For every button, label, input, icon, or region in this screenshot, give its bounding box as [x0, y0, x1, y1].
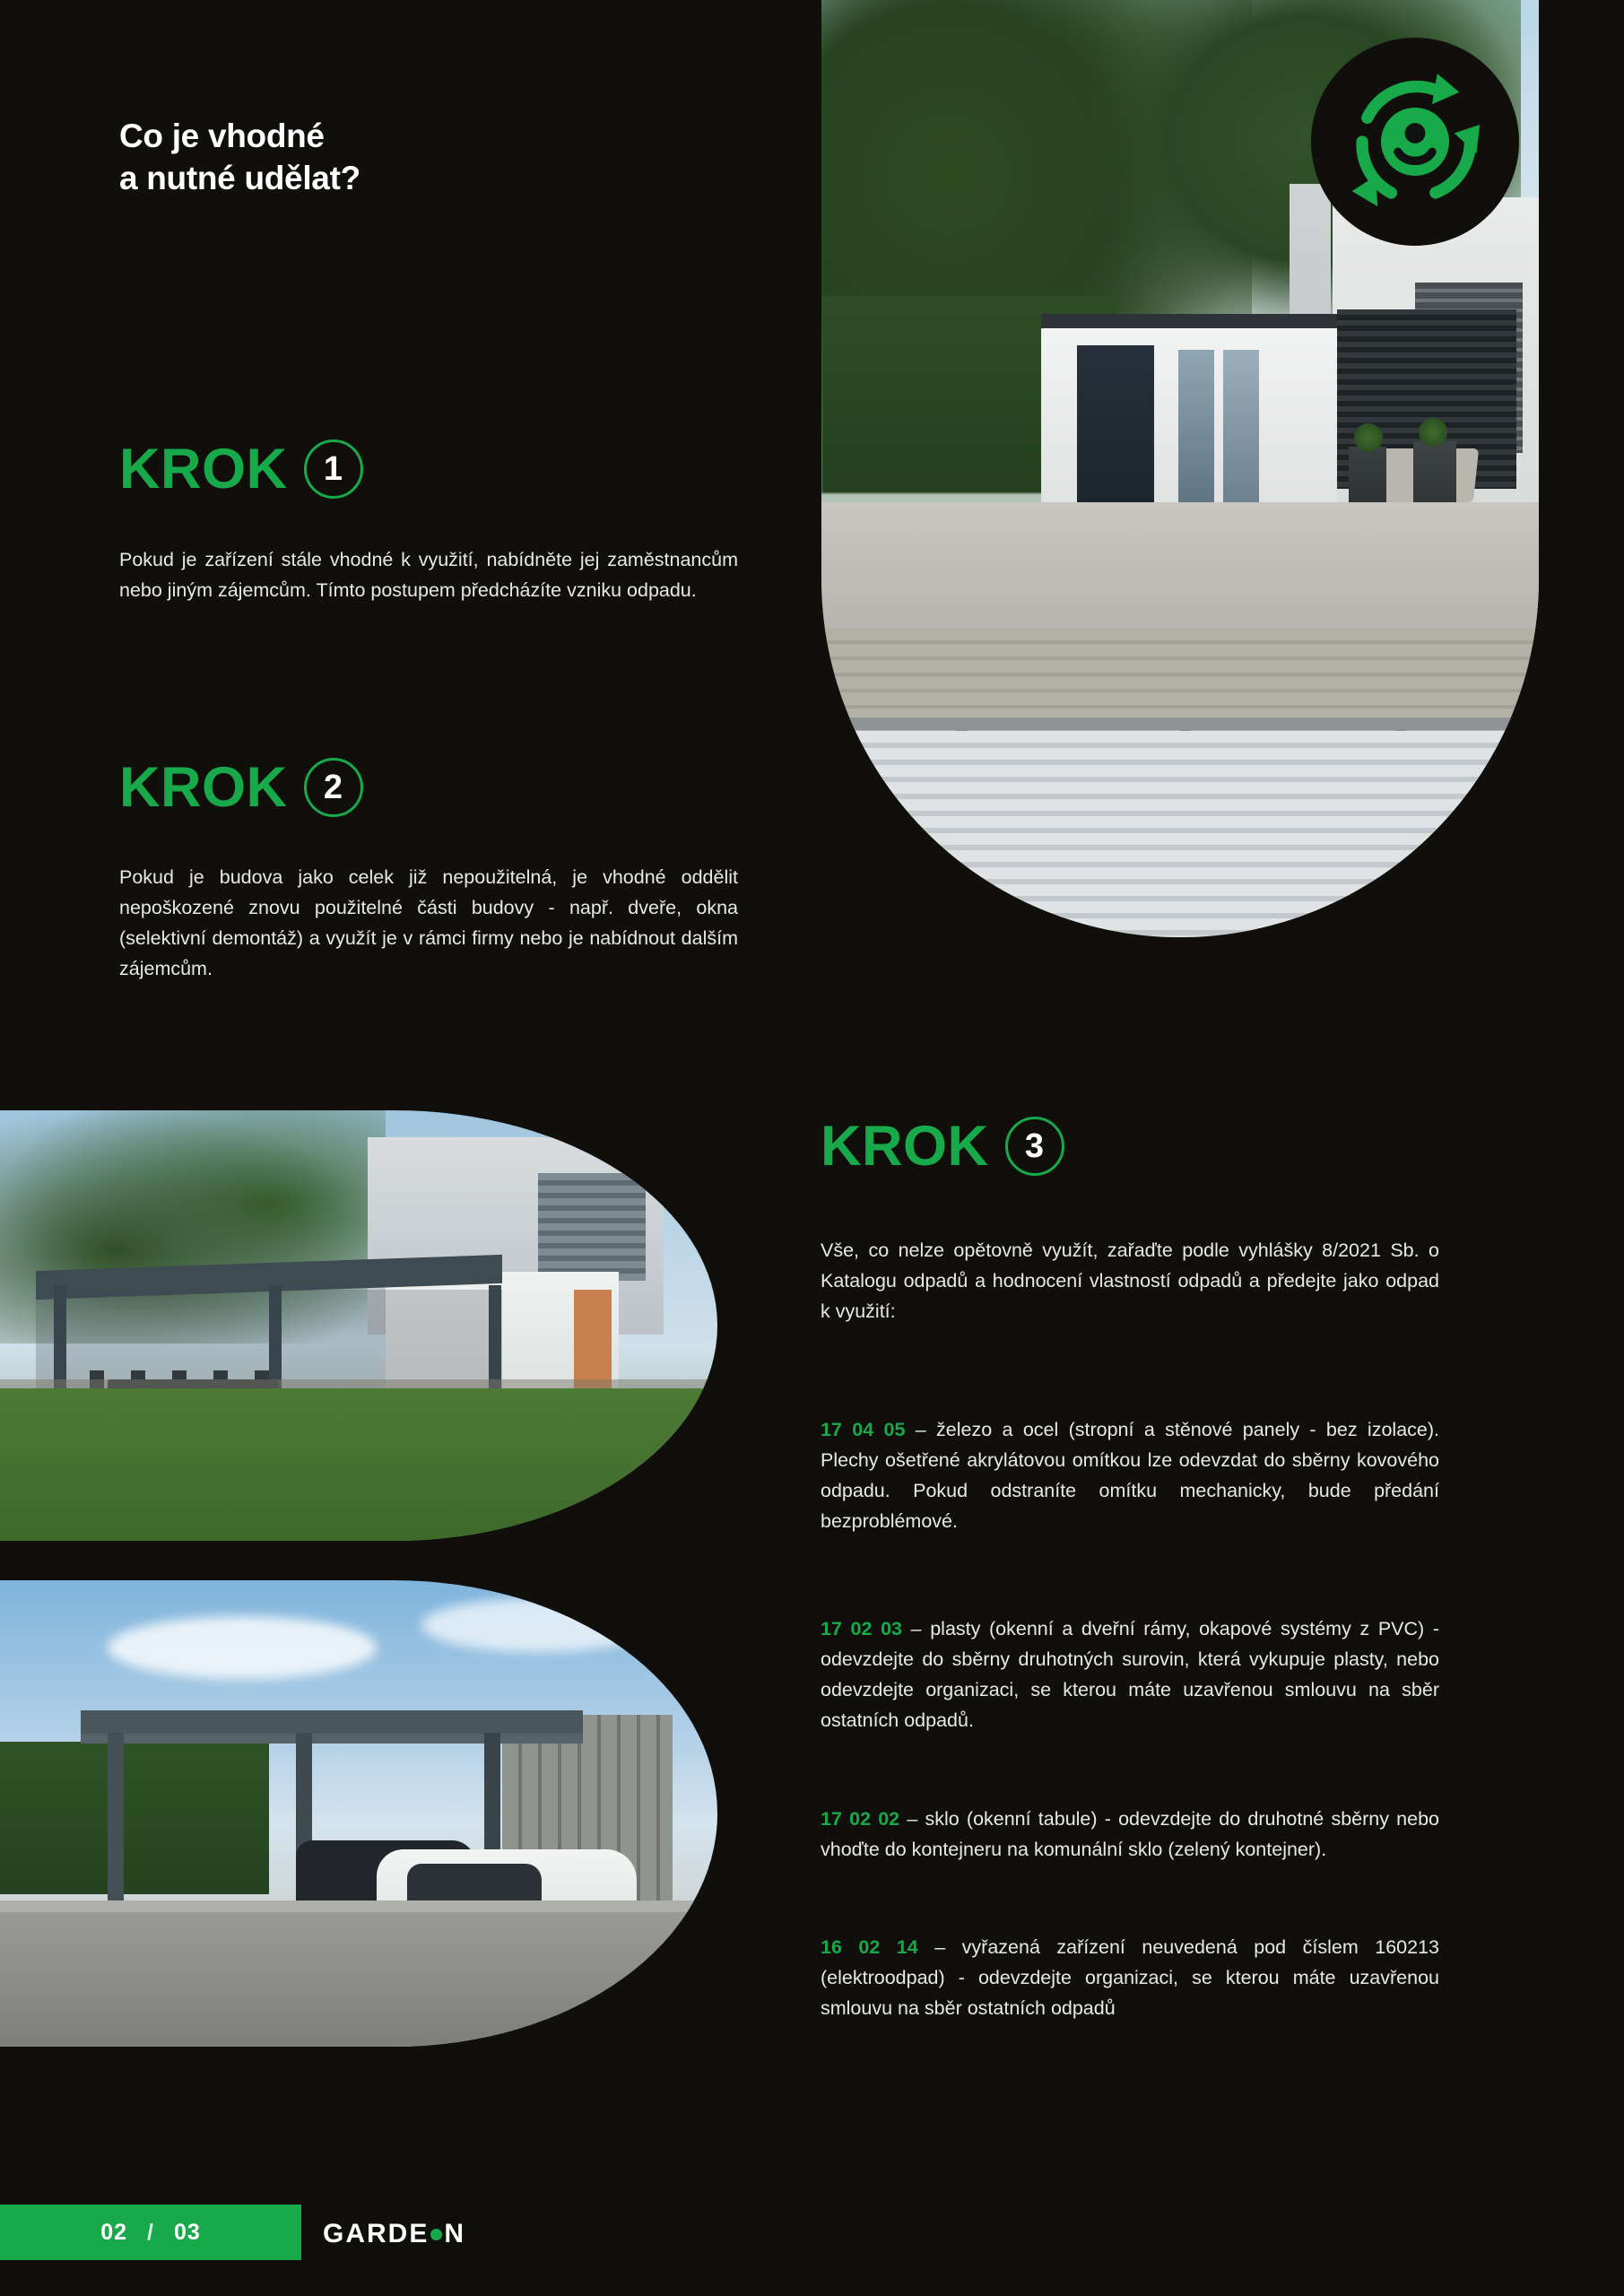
waste-description: – železo a ocel (stropní a stěnové panely - bez izolace). Plechy ošetřené akrylátovou omítkou lze odevzdat do sběrny kovového odpadu. Pokud odstraníte omítku mechanicky, bude předání bezproblémové. — [821, 1419, 1439, 1532]
step-2-text: Pokud je budova jako celek již nepoužitelná, je vhodné oddělit nepoškozené znovu použitelné části budovy - např. dveře, okna (selektivní demontáž) a využít je v rámci firmy nebo je nabídnout dalším zájemcům. — [119, 866, 738, 979]
page-title-line1: Co je vhodné — [119, 117, 325, 154]
page-number-bar — [0, 2205, 301, 2260]
page-title-line2: a nutné udělat? — [119, 160, 360, 197]
step-2-number: 2 — [304, 758, 363, 817]
photo-carport-with-cars — [0, 1580, 717, 2047]
step-1-word: KROK — [119, 437, 288, 500]
logo-text-part1: GARDE — [323, 2219, 430, 2248]
waste-code: 16 02 14 — [821, 1936, 918, 1958]
page-number-current: 02 — [100, 2219, 128, 2245]
step-2-heading — [119, 755, 363, 819]
waste-code: 17 02 02 — [821, 1808, 900, 1830]
page-number-separator: / — [147, 2219, 154, 2245]
waste-item — [821, 1933, 1439, 2024]
page-number-total: 03 — [173, 2219, 201, 2245]
photo-pergola-garden-house — [0, 1110, 717, 1541]
step-1-number: 1 — [304, 439, 363, 499]
waste-item — [821, 1805, 1439, 1866]
waste-description: – sklo (okenní tabule) - odevzdejte do druhotné sběrny nebo vhoďte do kontejneru na komunální sklo (zelený kontejner). — [821, 1808, 1439, 1860]
waste-item — [821, 1614, 1439, 1736]
step-3-heading — [821, 1114, 1064, 1178]
waste-code: 17 02 03 — [821, 1618, 902, 1639]
step-3-number: 3 — [1005, 1117, 1064, 1176]
step-3-text: Vše, co nelze opětovně využít, zařaďte podle vyhlášky 8/2021 Sb. o Katalogu odpadů a hodnocení vlastností odpadů a předejte jako odpad k využití: — [821, 1239, 1439, 1322]
step-1-text: Pokud je zařízení stále vhodné k využití, nabídněte jej zaměstnancům nebo jiným zájemcům. Tímto postupem předcházíte vzniku odpadu. — [119, 549, 738, 601]
step-1-heading — [119, 439, 363, 499]
gardeon-logo — [323, 2219, 465, 2249]
recycle-icon — [1330, 57, 1500, 227]
logo-dot-icon — [430, 2229, 442, 2240]
waste-description: – vyřazená zařízení neuvedená pod číslem 160213 (elektroodpad) - odevzdejte organizaci, se kterou máte uzavřenou smlouvu na sběr ostatních odpadů — [821, 1936, 1439, 2019]
step-2-word: KROK — [119, 755, 288, 819]
page-title — [119, 115, 360, 200]
logo-text-part2: N — [444, 2219, 466, 2248]
waste-item — [821, 1415, 1439, 1537]
waste-code: 17 04 05 — [821, 1419, 906, 1440]
step-3-word: KROK — [821, 1114, 989, 1178]
waste-description: – plasty (okenní a dveřní rámy, okapové systémy z PVC) - odevzdejte do sběrny druhotných surovin, která vykupuje plasty, nebo odevzdejte organizaci, se kterou máte uzavřenou smlouvu na sběr ostatních odpadů. — [821, 1618, 1439, 1731]
recycle-badge — [1311, 38, 1519, 246]
